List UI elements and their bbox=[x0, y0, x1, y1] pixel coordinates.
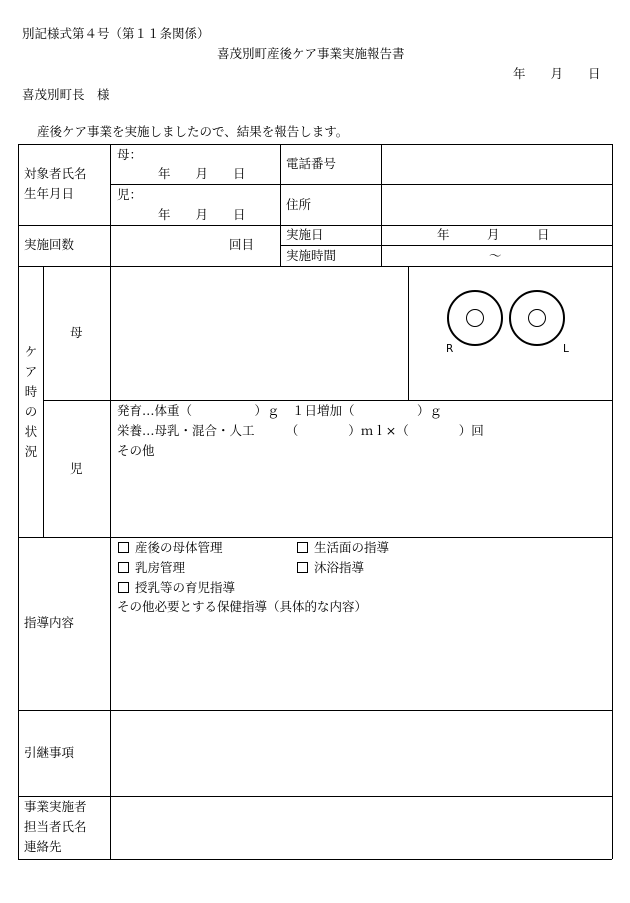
child-birthdate: 年 月 日 bbox=[158, 207, 246, 222]
header-date: 年 月 日 bbox=[513, 66, 601, 81]
child-row-label: 児 bbox=[70, 461, 83, 476]
addressee: 喜茂別町長 様 bbox=[22, 87, 110, 102]
left-label: L bbox=[563, 343, 569, 355]
impl-date-value: 年 月 日 bbox=[437, 227, 550, 242]
guidance-label: 指導内容 bbox=[24, 615, 75, 630]
check-bath[interactable]: 沐浴指導 bbox=[297, 562, 364, 575]
nutrition-line: 栄養…母乳・混合・人工 （ ）ｍｌ×（ ）回 bbox=[117, 423, 484, 438]
growth-line: 発育…体重（ ）ｇ １日増加（ ）ｇ bbox=[117, 403, 443, 418]
mother-name-label: 母： bbox=[117, 147, 143, 162]
handover-label: 引継事項 bbox=[24, 745, 75, 760]
check-postpartum[interactable]: 産後の母体管理 bbox=[118, 542, 223, 555]
check-breast[interactable]: 乳房管理 bbox=[118, 562, 185, 575]
check-feeding[interactable]: 授乳等の育児指導 bbox=[118, 582, 235, 595]
staff-name-label: 担当者氏名 bbox=[24, 819, 87, 834]
other-guidance: その他必要とする保健指導（具体的な内容） bbox=[117, 599, 368, 614]
address-label: 住所 bbox=[286, 197, 312, 212]
child-other: その他 bbox=[117, 443, 155, 458]
impl-time-value: ～ bbox=[489, 248, 502, 263]
name-label: 対象者氏名 bbox=[24, 166, 87, 181]
document-title: 喜茂別町産後ケア事業実施報告書 bbox=[217, 46, 405, 61]
checkbox-icon[interactable] bbox=[118, 562, 129, 573]
count-label: 実施回数 bbox=[24, 237, 75, 252]
mother-row-label: 母 bbox=[70, 325, 83, 340]
checkbox-icon[interactable] bbox=[297, 562, 308, 573]
checkbox-icon[interactable] bbox=[297, 542, 308, 553]
form-number: 別記様式第４号（第１１条関係） bbox=[22, 26, 210, 41]
child-name-label: 児： bbox=[117, 187, 143, 202]
count-unit: 回目 bbox=[229, 237, 255, 252]
right-label: R bbox=[446, 343, 454, 355]
check-life[interactable]: 生活面の指導 bbox=[297, 542, 389, 555]
right-nipple-circle bbox=[466, 309, 484, 327]
phone-label: 電話番号 bbox=[286, 156, 337, 171]
impl-date-label: 実施日 bbox=[286, 227, 324, 242]
left-nipple-circle bbox=[528, 309, 546, 327]
intro-text: 産後ケア事業を実施しましたので、結果を報告します。 bbox=[37, 124, 349, 139]
checkbox-icon[interactable] bbox=[118, 542, 129, 553]
impl-time-label: 実施時間 bbox=[286, 248, 337, 263]
mother-birthdate: 年 月 日 bbox=[158, 166, 246, 181]
birthdate-label: 生年月日 bbox=[24, 186, 75, 201]
checkbox-icon[interactable] bbox=[118, 582, 129, 593]
provider-label: 事業実施者 bbox=[24, 799, 87, 814]
contact-label: 連絡先 bbox=[24, 839, 62, 854]
care-status-label: ケア時の状況 bbox=[24, 344, 38, 459]
